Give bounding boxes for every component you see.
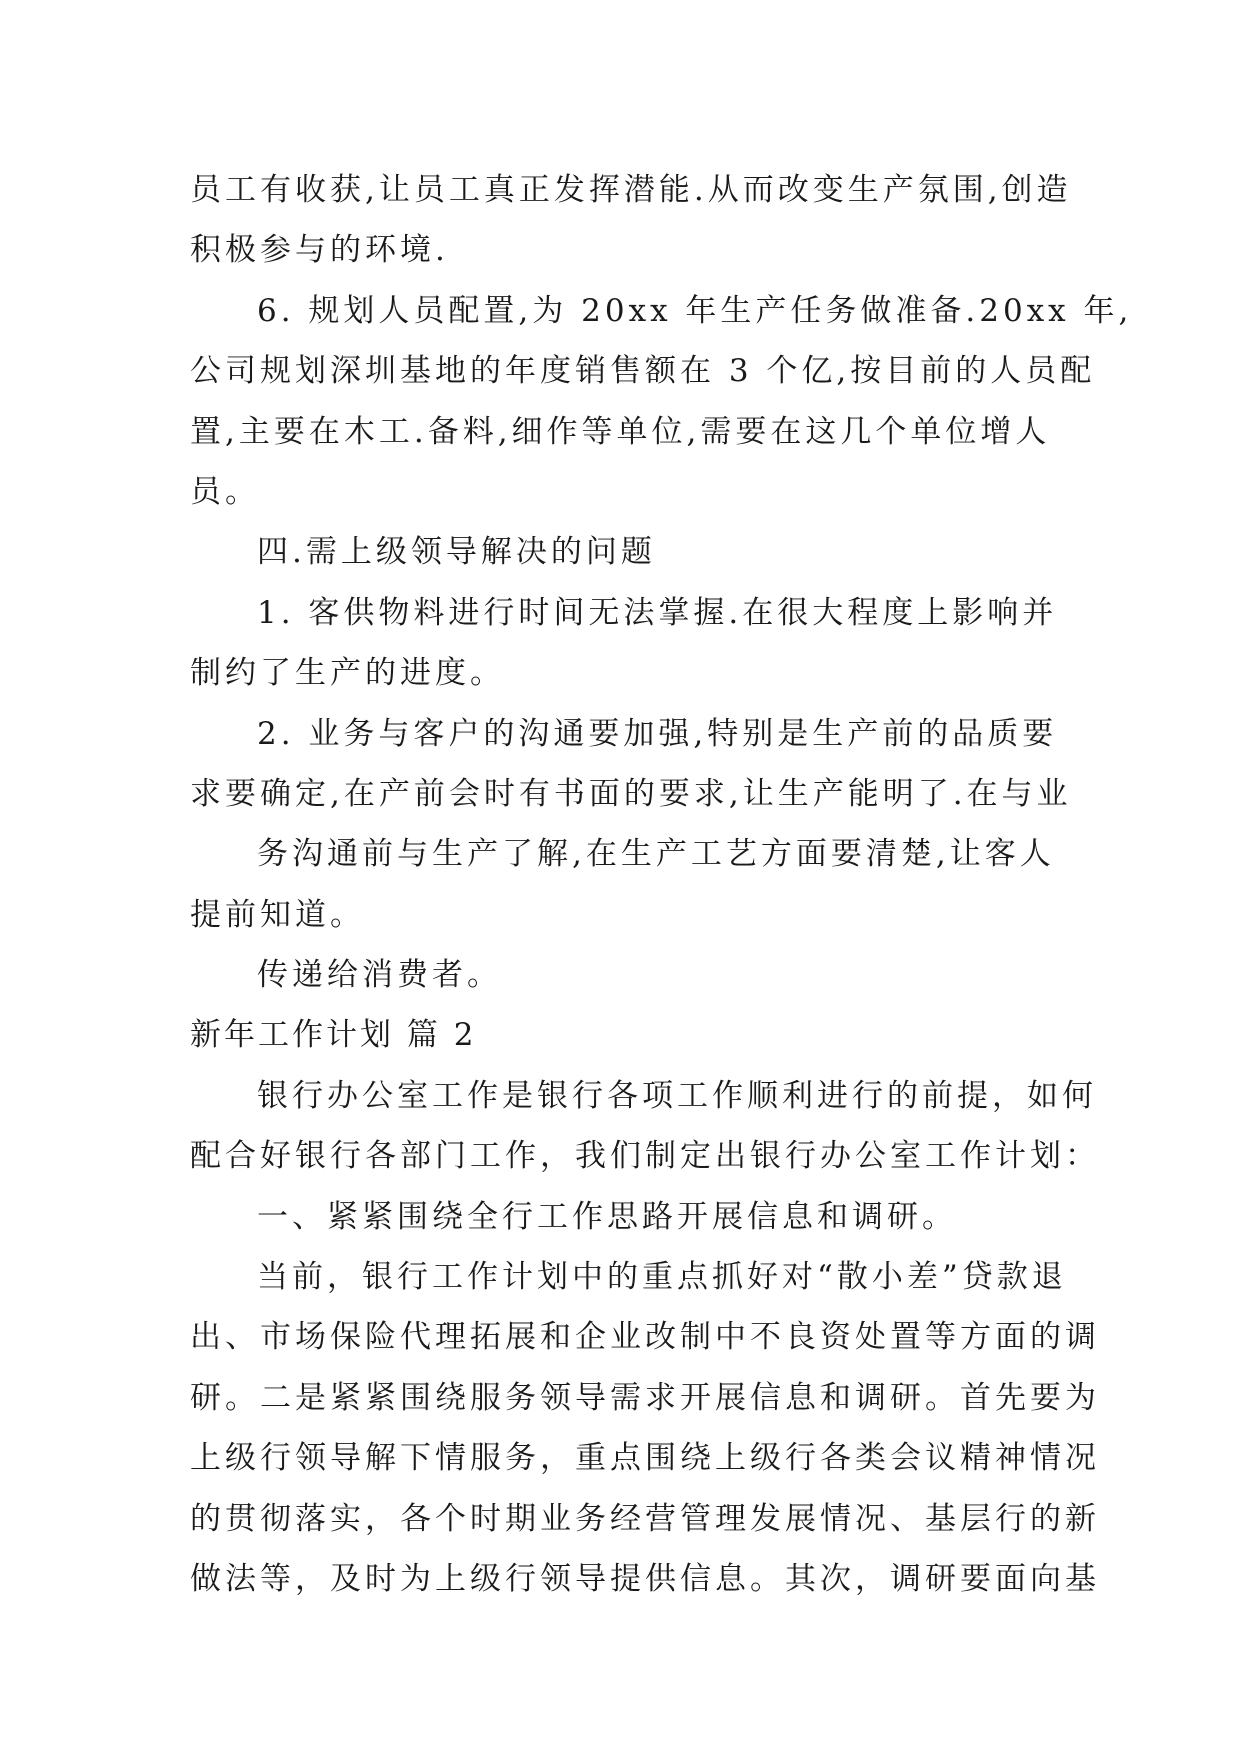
text-line: 求要确定,在产前会时有书面的要求,让生产能明了.在与业	[190, 775, 1072, 812]
text-line: 制约了生产的进度。	[190, 655, 505, 692]
paragraph-line: 传递给消费者。	[257, 957, 502, 994]
section-heading: 四.需上级领导解决的问题	[257, 534, 656, 571]
list-item: 1. 客供物料进行时间无法掌握.在很大程度上影响并	[257, 594, 1058, 631]
text-line: 公司规划深圳基地的年度销售额在 3 个亿,按目前的人员配	[190, 353, 1096, 390]
text-line: 员。	[190, 473, 260, 510]
document-body	[190, 160, 1133, 1609]
text-line: 提前知道。	[190, 896, 365, 933]
list-item: 6. 规划人员配置,为 20xx 年生产任务做准备.20xx 年,	[257, 292, 1133, 329]
paragraph-line: 务沟通前与生产了解,在生产工艺方面要清楚,让客人	[257, 836, 1055, 873]
article-title: 新年工作计划 篇 2	[190, 1017, 477, 1054]
text-line: 研。二是紧紧围绕服务领导需求开展信息和调研。首先要为	[190, 1379, 1100, 1416]
text-line: 置,主要在木工.备料,细作等单位,需要在这几个单位增人	[190, 413, 1051, 450]
text-line: 员工有收获,让员工真正发挥潜能.从而改变生产氛围,创造	[190, 172, 1072, 208]
section-heading: 一、紧紧围绕全行工作思路开展信息和调研。	[257, 1198, 957, 1235]
paragraph-line: 银行办公室工作是银行各项工作顺利进行的前提，如何	[257, 1077, 1097, 1114]
text-line: 上级行领导解下情服务，重点围绕上级行各类会议精神情况	[190, 1440, 1100, 1477]
text-line: 的贯彻落实，各个时期业务经营管理发展情况、基层行的新	[190, 1500, 1100, 1537]
paragraph-line: 当前，银行工作计划中的重点抓好对“散小差”贷款退	[257, 1259, 1067, 1296]
text-line: 配合好银行各部门工作，我们制定出银行办公室工作计划：	[190, 1138, 1100, 1175]
text-line: 做法等，及时为上级行领导提供信息。其次，调研要面向基	[190, 1560, 1100, 1597]
text-line: 积极参与的环境.	[190, 232, 449, 269]
text-line: 出、市场保险代理拓展和企业改制中不良资处置等方面的调	[190, 1319, 1100, 1356]
list-item: 2. 业务与客户的沟通要加强,特别是生产前的品质要	[257, 715, 1058, 752]
